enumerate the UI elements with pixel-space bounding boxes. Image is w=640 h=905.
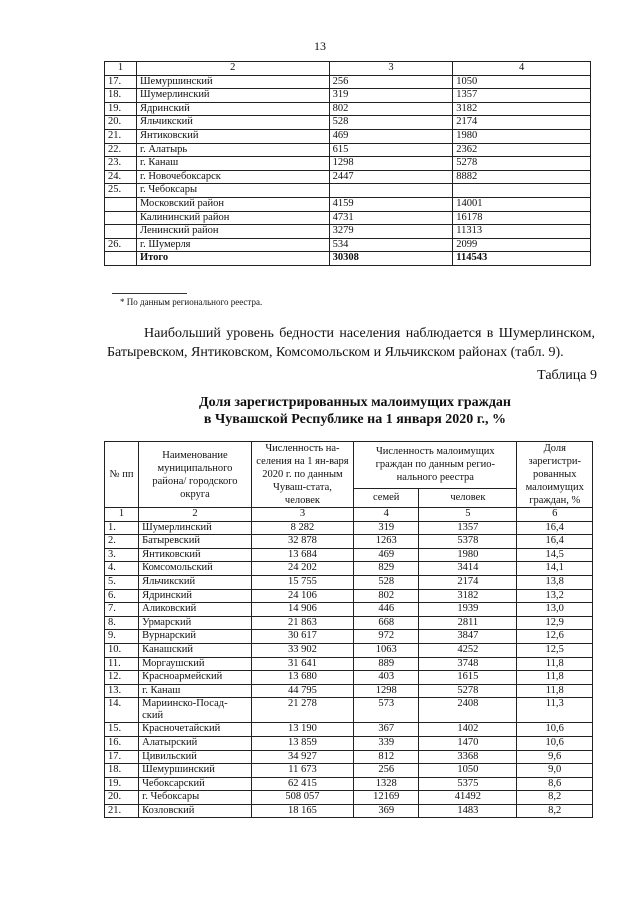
column-number: 4 [354, 508, 419, 522]
table-9-title-line-2: в Чувашской Республике на 1 января 2020 г., % [203, 412, 507, 427]
table-cell: 19. [105, 777, 139, 791]
column-number: 3 [251, 508, 353, 522]
table-cell: 256 [329, 75, 453, 89]
table-cell: 14001 [453, 197, 591, 211]
table-cell: 21. [105, 129, 137, 143]
table-cell: 1050 [453, 75, 591, 89]
table-cell: 6. [105, 589, 139, 603]
table-row [105, 736, 593, 750]
table-cell: 573 [354, 698, 419, 723]
table-cell: 13,8 [517, 575, 593, 589]
table-cell: 1483 [419, 804, 517, 818]
table-row [105, 102, 591, 116]
table-row [105, 698, 593, 723]
table-cell: г. Чебоксары [139, 791, 252, 805]
table-cell: 528 [329, 116, 453, 130]
table-cell: 10,6 [517, 736, 593, 750]
table-cell: 13 684 [251, 548, 353, 562]
table-cell: 31 641 [251, 657, 353, 671]
table-8-continuation [104, 61, 591, 266]
table-cell: 21. [105, 804, 139, 818]
table-cell: 13,0 [517, 603, 593, 617]
table-cell: Чебоксарский [139, 777, 252, 791]
table-cell: 21 278 [251, 698, 353, 723]
table-cell: 10. [105, 643, 139, 657]
table-cell: 26. [105, 238, 137, 252]
table-cell [105, 211, 137, 225]
table-cell: Ядринский [136, 102, 329, 116]
table-cell: 2099 [453, 238, 591, 252]
header-share: Доля зарегистри-рованных малоимущих граждан, % [517, 442, 593, 508]
header-people: человек [419, 488, 517, 507]
table-cell: 508 057 [251, 791, 353, 805]
table-cell: Аликовский [139, 603, 252, 617]
table-cell: 668 [354, 616, 419, 630]
table-cell: Шемуршинский [136, 75, 329, 89]
table-cell: 12. [105, 671, 139, 685]
table-cell: 3279 [329, 225, 453, 239]
column-number: 5 [419, 508, 517, 522]
table-cell: 1. [105, 521, 139, 535]
table-cell [105, 225, 137, 239]
table-cell: Вурнарский [139, 630, 252, 644]
column-number: 6 [517, 508, 593, 522]
table-cell: 802 [354, 589, 419, 603]
table-cell: 1357 [453, 89, 591, 103]
table-cell: 1980 [419, 548, 517, 562]
body-paragraph: Наибольший уровень бедности населения наблюдается в Шумерлинском, Батыревском, Янтиковском, Комсомольском и Яльчикском районах (табл. 9). [107, 326, 595, 360]
table-9-label: Таблица 9 [537, 368, 597, 383]
table-cell: 4. [105, 562, 139, 576]
table-row [105, 116, 591, 130]
table-row [105, 89, 591, 103]
table-cell: 16. [105, 736, 139, 750]
table-cell: 16178 [453, 211, 591, 225]
table-cell: 21 863 [251, 616, 353, 630]
table-row [105, 764, 593, 778]
table-cell: 62 415 [251, 777, 353, 791]
table-cell: 32 878 [251, 535, 353, 549]
table-cell [453, 184, 591, 198]
table-cell: Цивильский [139, 750, 252, 764]
table-row [105, 643, 593, 657]
table-cell: 44 795 [251, 684, 353, 698]
table-cell: 802 [329, 102, 453, 116]
header-population: Численность на-селения на 1 ян-варя 2020 г. по данным Чуваш-стата, человек [251, 442, 353, 508]
table-row [105, 521, 593, 535]
table-cell: 319 [329, 89, 453, 103]
table-cell: 4159 [329, 197, 453, 211]
table-cell: 3748 [419, 657, 517, 671]
table-cell: 1402 [419, 723, 517, 737]
table-row [105, 777, 593, 791]
table-cell: Яльчикский [136, 116, 329, 130]
table-cell: 18. [105, 764, 139, 778]
header-poor-group: Численность малоимущих граждан по данным регио-нального реестра [354, 442, 517, 489]
header-num: № пп [105, 442, 139, 508]
table-cell: 13 680 [251, 671, 353, 685]
table-cell: 5278 [453, 157, 591, 171]
table-cell: Ленинский район [136, 225, 329, 239]
table-cell: 5375 [419, 777, 517, 791]
table-row [105, 804, 593, 818]
table-cell: 9,0 [517, 764, 593, 778]
table-cell: 11. [105, 657, 139, 671]
footnote-rule [112, 293, 187, 294]
table-row [105, 75, 591, 89]
table-cell: 7. [105, 603, 139, 617]
table-cell: 34 927 [251, 750, 353, 764]
table-cell: 9. [105, 630, 139, 644]
table-cell: 1050 [419, 764, 517, 778]
table-row [105, 129, 591, 143]
table-cell: 972 [354, 630, 419, 644]
table-row [105, 548, 593, 562]
table-cell: 8 282 [251, 521, 353, 535]
table-cell: 25. [105, 184, 137, 198]
table-cell: Моргаушский [139, 657, 252, 671]
table-cell: 8. [105, 616, 139, 630]
table-cell: г. Чебоксары [136, 184, 329, 198]
table-cell: Янтиковский [136, 129, 329, 143]
table-cell: 12169 [354, 791, 419, 805]
table-cell: Московский район [136, 197, 329, 211]
table-row [105, 157, 591, 171]
table-cell: 11,8 [517, 684, 593, 698]
table-cell: 30 617 [251, 630, 353, 644]
column-number-row [105, 508, 593, 522]
table-cell: 24. [105, 170, 137, 184]
table-cell: 13 190 [251, 723, 353, 737]
table-cell: 11,8 [517, 657, 593, 671]
table-cell: 30308 [329, 252, 453, 266]
table-cell: 1063 [354, 643, 419, 657]
table-cell: 4731 [329, 211, 453, 225]
table-cell: 446 [354, 603, 419, 617]
table-cell [105, 197, 137, 211]
table-cell: 14,5 [517, 548, 593, 562]
table-cell: Урмарский [139, 616, 252, 630]
table-cell: 10,6 [517, 723, 593, 737]
table-cell: 17. [105, 750, 139, 764]
table-cell: 3. [105, 548, 139, 562]
table-9 [104, 441, 593, 818]
table-cell: 15. [105, 723, 139, 737]
table-cell: 5. [105, 575, 139, 589]
table-row [105, 143, 591, 157]
table-cell: Ядринский [139, 589, 252, 603]
table-cell: 1980 [453, 129, 591, 143]
table-row [105, 575, 593, 589]
table-cell: 1328 [354, 777, 419, 791]
table-cell: 2. [105, 535, 139, 549]
table-cell: 8,2 [517, 804, 593, 818]
table-cell: г. Канаш [139, 684, 252, 698]
table-cell: 3414 [419, 562, 517, 576]
table-cell: 22. [105, 143, 137, 157]
table-row [105, 589, 593, 603]
table-cell: 2174 [453, 116, 591, 130]
table-cell: Итого [136, 252, 329, 266]
table-cell: 829 [354, 562, 419, 576]
table-row [105, 723, 593, 737]
table-cell: 8,2 [517, 791, 593, 805]
table-cell: 11,3 [517, 698, 593, 723]
table-cell [105, 252, 137, 266]
table-cell: 12,6 [517, 630, 593, 644]
table-cell: 19. [105, 102, 137, 116]
table-total-row [105, 252, 591, 266]
table-cell: 2362 [453, 143, 591, 157]
table-cell: Шумерлинский [139, 521, 252, 535]
table-cell: 8,6 [517, 777, 593, 791]
table-cell: 17. [105, 75, 137, 89]
table-header-row [105, 62, 591, 76]
table-cell: 13,2 [517, 589, 593, 603]
header-name: Наименование муниципального района/ городского округа [139, 442, 252, 508]
table-cell: 11 673 [251, 764, 353, 778]
footnote: * По данным регионального реестра. [120, 297, 263, 307]
table-cell: 1939 [419, 603, 517, 617]
page-number: 13 [314, 39, 326, 53]
table-cell: Яльчикский [139, 575, 252, 589]
table-cell: 114543 [453, 252, 591, 266]
table-cell: 16,4 [517, 535, 593, 549]
table-cell: 3 [329, 62, 453, 76]
table-cell: 33 902 [251, 643, 353, 657]
table-cell: 3847 [419, 630, 517, 644]
table-cell: 339 [354, 736, 419, 750]
table-cell: 2174 [419, 575, 517, 589]
table-cell: 319 [354, 521, 419, 535]
table-cell: 256 [354, 764, 419, 778]
table-cell: Красноармейский [139, 671, 252, 685]
table-cell: 12,5 [517, 643, 593, 657]
table-row [105, 603, 593, 617]
table-cell: 812 [354, 750, 419, 764]
table-cell: 23. [105, 157, 137, 171]
table-cell: Мариинско-Посад-ский [139, 698, 252, 723]
table-cell: Калининский район [136, 211, 329, 225]
column-number: 2 [139, 508, 252, 522]
table-row [105, 791, 593, 805]
table-cell: 615 [329, 143, 453, 157]
table-cell: 3182 [419, 589, 517, 603]
table-cell: 41492 [419, 791, 517, 805]
table-cell: 8882 [453, 170, 591, 184]
table-row [105, 562, 593, 576]
table-cell: 469 [354, 548, 419, 562]
header-families: семей [354, 488, 419, 507]
table-cell: Шемуршинский [139, 764, 252, 778]
table-cell: 1263 [354, 535, 419, 549]
table-cell: 1298 [329, 157, 453, 171]
table-cell: 1298 [354, 684, 419, 698]
table-cell: 1357 [419, 521, 517, 535]
table-9-title-line-1: Доля зарегистрированных малоимущих граждан [199, 395, 511, 410]
table-row [105, 225, 591, 239]
table-cell: 14,1 [517, 562, 593, 576]
table-cell: 20. [105, 116, 137, 130]
table-cell: 14. [105, 698, 139, 723]
table-cell [329, 184, 453, 198]
table-cell: г. Новочебоксарск [136, 170, 329, 184]
table-cell: 12,9 [517, 616, 593, 630]
table-cell: 13. [105, 684, 139, 698]
table-cell: Комсомольский [139, 562, 252, 576]
table-cell: 3182 [453, 102, 591, 116]
table-cell: 369 [354, 804, 419, 818]
table-row [105, 535, 593, 549]
table-cell: 24 106 [251, 589, 353, 603]
table-cell: 889 [354, 657, 419, 671]
table-cell: 20. [105, 791, 139, 805]
table-row [105, 630, 593, 644]
table-cell: Козловский [139, 804, 252, 818]
table-cell: 9,6 [517, 750, 593, 764]
table-row [105, 197, 591, 211]
column-number: 1 [105, 508, 139, 522]
table-cell: г. Шумерля [136, 238, 329, 252]
table-cell: Канашский [139, 643, 252, 657]
table-cell: Батыревский [139, 535, 252, 549]
table-cell: 3368 [419, 750, 517, 764]
table-cell: 18 165 [251, 804, 353, 818]
table-row [105, 671, 593, 685]
table-row [105, 170, 591, 184]
table-cell: 5278 [419, 684, 517, 698]
table-cell: г. Алатырь [136, 143, 329, 157]
table-cell: 367 [354, 723, 419, 737]
table-cell: 2811 [419, 616, 517, 630]
table-cell: 403 [354, 671, 419, 685]
table-cell: 2 [136, 62, 329, 76]
table-cell: Янтиковский [139, 548, 252, 562]
table-cell: 18. [105, 89, 137, 103]
table-row [105, 684, 593, 698]
table-row [105, 657, 593, 671]
table-cell: г. Канаш [136, 157, 329, 171]
table-cell: 2447 [329, 170, 453, 184]
table-cell: 15 755 [251, 575, 353, 589]
table-row [105, 238, 591, 252]
table-cell: 1 [105, 62, 137, 76]
table-row [105, 211, 591, 225]
table-row [105, 750, 593, 764]
table-cell: 5378 [419, 535, 517, 549]
table-cell: 469 [329, 129, 453, 143]
table-cell: Шумерлинский [136, 89, 329, 103]
table-cell: 11,8 [517, 671, 593, 685]
table-cell: 14 906 [251, 603, 353, 617]
table-cell: 1470 [419, 736, 517, 750]
table-cell: Красночетайский [139, 723, 252, 737]
table-cell: 24 202 [251, 562, 353, 576]
table-cell: 528 [354, 575, 419, 589]
table-cell: 1615 [419, 671, 517, 685]
table-cell: 4 [453, 62, 591, 76]
table-cell: 13 859 [251, 736, 353, 750]
table-cell: 2408 [419, 698, 517, 723]
table-row [105, 616, 593, 630]
table-cell: 534 [329, 238, 453, 252]
table-cell: 11313 [453, 225, 591, 239]
table-cell: Алатырский [139, 736, 252, 750]
table-cell: 4252 [419, 643, 517, 657]
table-cell: 16,4 [517, 521, 593, 535]
table-row [105, 184, 591, 198]
